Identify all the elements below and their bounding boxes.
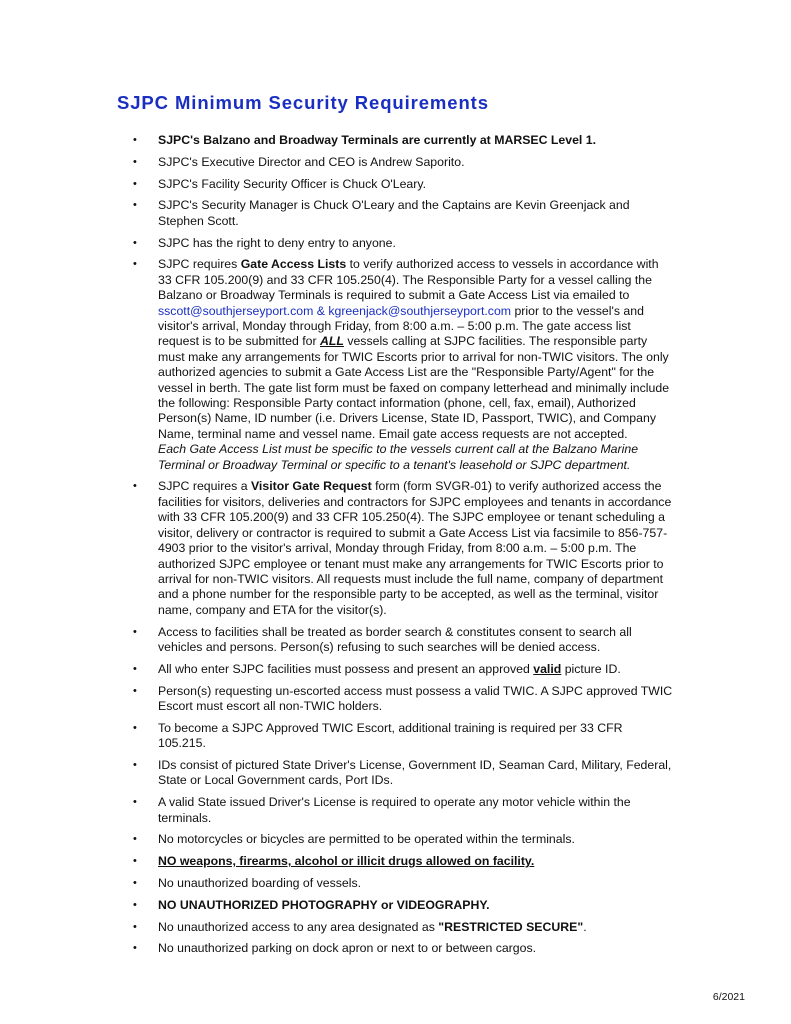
valid-emphasis: valid [533,661,562,676]
item-text: SJPC has the right to deny entry to anyone. [158,235,396,250]
bullet-icon: • [133,796,137,809]
requirements-list [133,133,673,963]
list-item [133,662,673,677]
list-item [133,941,673,956]
bullet-icon: • [133,236,137,249]
item-text: SJPC's Balzano and Broadway Terminals are currently at MARSEC Level 1. [158,133,597,147]
item-text: No motorcycles or bicycles are permitted to be operated within the terminals. [158,832,575,847]
item-text [158,257,669,471]
item-text: A valid State issued Driver's License is required to operate any motor vehicle within the terminals. [158,795,631,825]
bullet-icon: • [133,942,137,955]
list-item [133,684,673,715]
gate-access-lists-term: Gate Access Lists [240,257,347,272]
bullet-icon: • [133,920,137,933]
all-emphasis: ALL [320,334,344,349]
italic-note: Each Gate Access List must be specific to the vessels current call at the Balzano Marine Terminal or Broadway Terminal or specific to a tenant's leasehold or SJPC department. [158,442,639,472]
list-item-visitor-gate [133,479,673,618]
visitor-gate-request-term: Visitor Gate Request [250,479,372,494]
text-run: to verify authorized access to vessels in accordance with 33 CFR 105.200(9) and 33 CFR 105.250(4). The Responsible Party for a vessel calling the Balzano or Broadway Terminals is required to submit a Gate Access List via emailed to [158,257,659,303]
list-item [133,198,673,229]
text-run: . [583,919,587,934]
text-run: No unauthorized access to any area designated as [158,919,439,934]
item-text: SJPC's Facility Security Officer is Chuck O'Leary. [158,176,427,191]
item-text: Access to facilities shall be treated as border search & constitutes consent to search all vehicles and persons. Person(s) refusing to such searches will be denied access. [158,624,632,654]
text-run: picture ID. [561,661,621,676]
bullet-icon: • [133,833,137,846]
bullet-icon: • [133,155,137,168]
bullet-icon: • [133,758,137,771]
text-run: SJPC requires [158,257,241,272]
bullet-icon: • [133,684,137,697]
list-item [133,876,673,891]
list-item [133,832,673,847]
text-run: prior to the vessel's and visitor's arrival, Monday through Friday, from 8:00 a.m. – 5:00 p.m. The gate access list request is to be submitted for [158,303,644,349]
item-text: IDs consist of pictured State Driver's License, Government ID, Seaman Card, Military, Federal, State or Local Government cards, Port IDs. [158,757,672,788]
item-text [158,920,587,934]
bullet-icon: • [133,134,137,146]
bullet-icon: • [133,625,137,638]
list-item [133,721,673,752]
text-run: form (form SVGR-01) to verify authorized access the facilities for visitors, deliveries and contractors for SJPC employees and tenants in accordance with 33 CFR 105.200(9) and 33 CFR 105.250(4). The SJPC employee or tenant scheduling a visitor, delivery or contractor is required to submit a Gate Access List via facsimile to 856-757-4903 prior to the visitor's arrival, Monday through Friday, from 8:00 a.m. – 5:00 p.m. The authorized SJPC employee or tenant must make any arrangements for TWIC Escorts prior to arrival for non-TWIC visitors. All requests must include the full name, company of department and a phone number for the responsible party to be accepted, as well as the terminal, visitor name, company and ETA for the visitor(s). [158,479,672,617]
item-text: Person(s) requesting un-escorted access must possess a valid TWIC. A SJPC approved TWIC Escort must escort all non-TWIC holders. [158,683,673,713]
item-text: SJPC's Executive Director and CEO is Andrew Saporito. [158,154,465,169]
item-text: No unauthorized parking on dock apron or next to or between cargos. [158,941,537,956]
list-item [133,795,673,826]
text-run: vessels calling at SJPC facilities. The responsible party must make any arrangements for TWIC Escorts prior to arrival for non-TWIC visitors. The only authorized agencies to submit a Gate Access List are the "Responsible Party/Agent" for the vessel in berth. The gate list form must be faxed on company letterhead and minimally include the following: Responsible Party contact information (phone, cell, fax, email), Authorized Person(s) Name, ID number (i.e. Drivers License, State ID, Passport, TWIC), and Company Name, terminal name and vessel name. Email gate access requests are not accepted. [158,334,670,441]
bullet-icon: • [133,199,137,212]
list-item [133,177,673,192]
list-item [133,236,673,251]
item-text: SJPC's Security Manager is Chuck O'Leary and the Captains are Kevin Greenjack and Stephen Scott. [158,198,630,228]
restricted-secure-term: "RESTRICTED SECURE" [438,919,584,934]
bullet-icon: • [133,876,137,889]
list-item [133,854,673,869]
bullet-icon: • [133,480,137,493]
email-link[interactable]: sscott@southjerseyport.com & kgreenjack@southjerseyport.com [158,303,512,318]
bullet-icon: • [133,898,137,911]
text-run: SJPC requires a [158,479,251,494]
list-item [133,758,673,789]
item-text: NO weapons, firearms, alcohol or illicit drugs allowed on facility. [158,854,535,869]
page-title: SJPC Minimum Security Requirements [117,92,489,113]
bullet-icon: • [133,177,137,190]
item-text: No unauthorized boarding of vessels. [158,875,362,890]
item-text: To become a SJPC Approved TWIC Escort, additional training is required per 33 CFR 105.215. [158,720,623,751]
list-item [133,155,673,170]
list-item-gate-access [133,257,673,473]
list-item [133,898,673,913]
list-item [133,133,673,148]
list-item [133,625,673,656]
item-text [158,662,621,676]
item-text [158,479,671,616]
text-run: All who enter SJPC facilities must possess and present an approved [158,661,534,676]
list-item [133,920,673,935]
item-text: NO UNAUTHORIZED PHOTOGRAPHY or VIDEOGRAPHY. [158,897,490,912]
bullet-icon: • [133,855,137,868]
bullet-icon: • [133,258,137,271]
bullet-icon: • [133,662,137,675]
footer-date: 6/2021 [712,991,745,1003]
bullet-icon: • [133,721,137,734]
